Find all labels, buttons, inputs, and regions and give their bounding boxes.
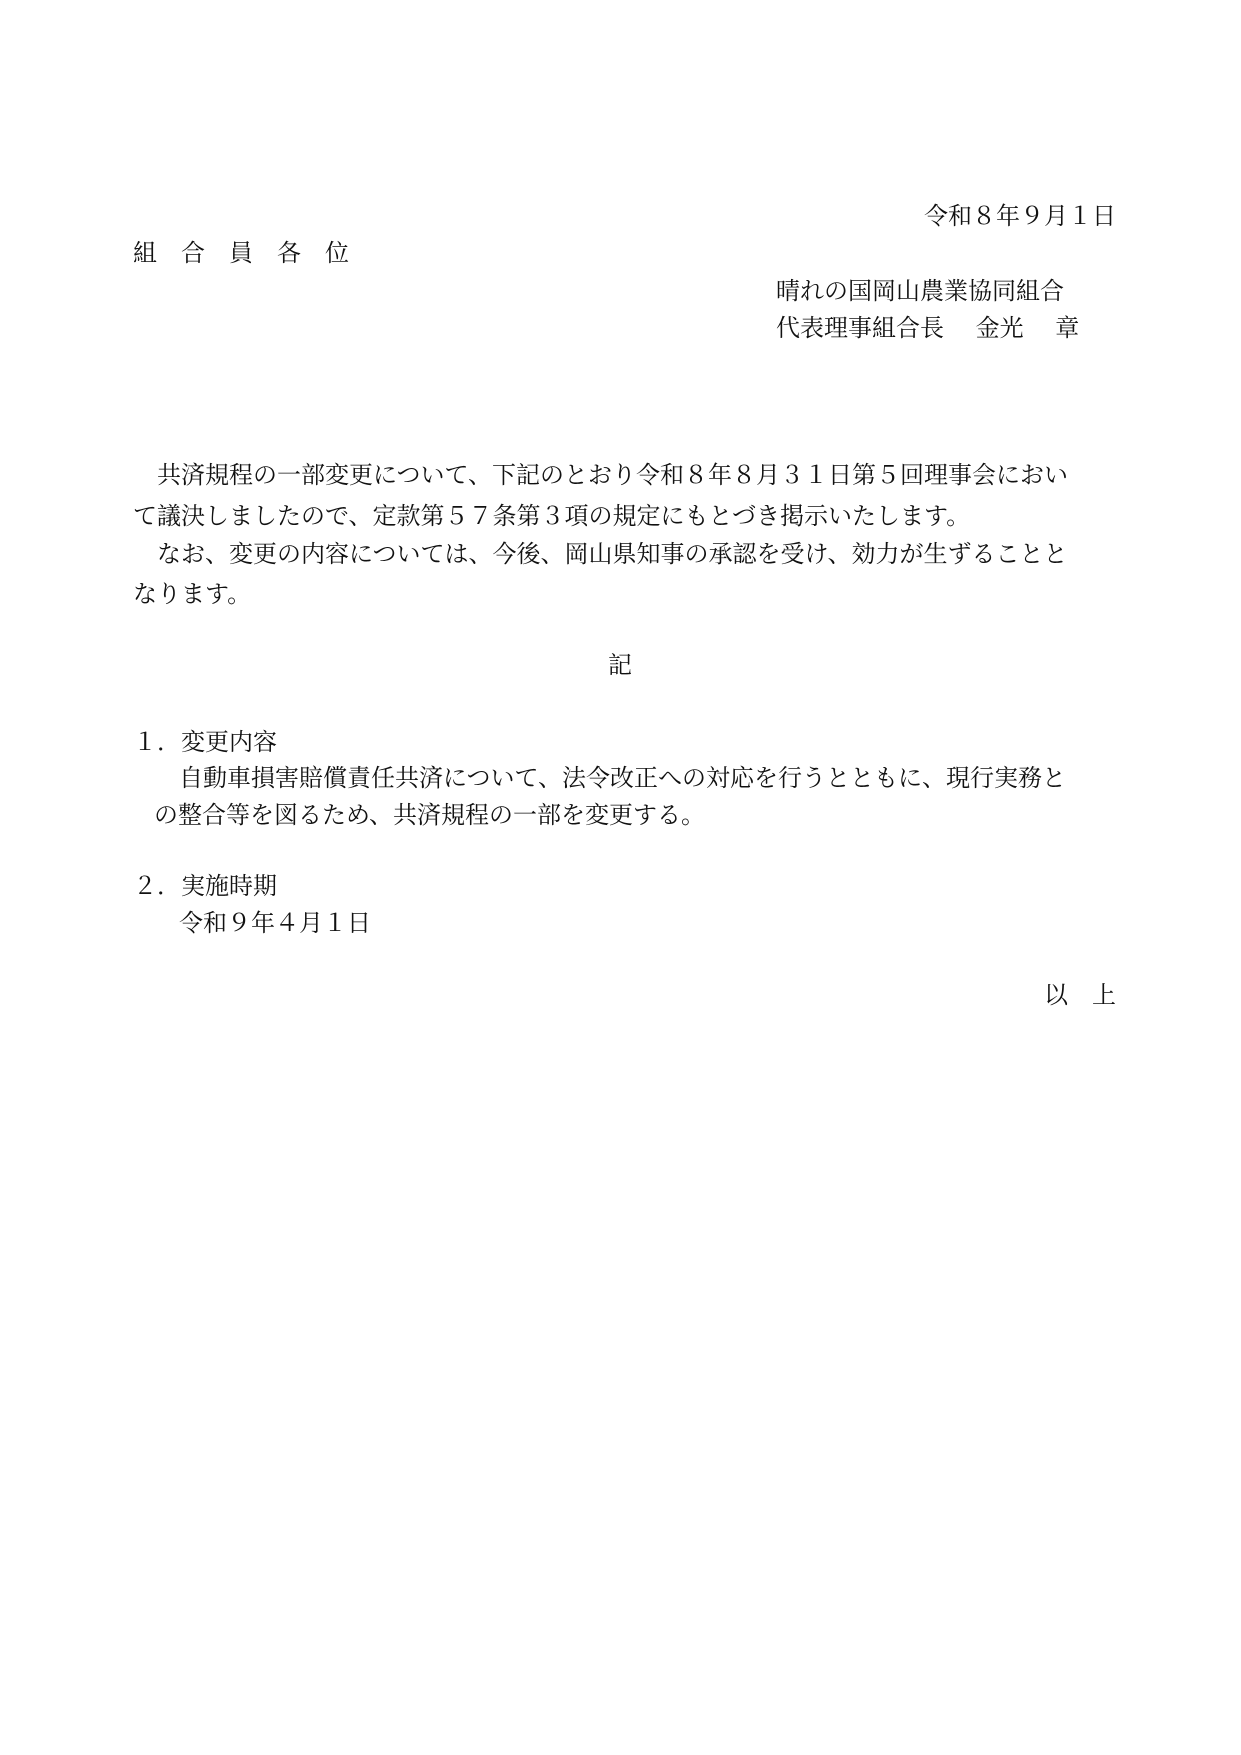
- sender-organization: 晴れの国岡山農業協同組合: [776, 277, 1064, 305]
- sender-name: 代表理事組合長 金光 章: [776, 314, 1080, 342]
- section-heading-effective-date: ２．実施時期: [133, 872, 277, 900]
- section-text: の整合等を図るため、共済規程の一部を変更する。: [154, 801, 706, 829]
- body-line: なります。: [133, 580, 252, 608]
- document-date: 令和８年９月１日: [924, 202, 1116, 230]
- closing-mark: 以 上: [1044, 981, 1116, 1009]
- ki-heading: 記: [608, 651, 632, 679]
- body-line: て議決しましたので、定款第５７条第３項の規定にもとづき掲示いたします。: [133, 502, 971, 530]
- section-heading-change: １．変更内容: [133, 728, 277, 756]
- section-text: 自動車損害賠償責任共済について、法令改正への対応を行うとともに、現行実務と: [179, 764, 1067, 792]
- addressee: 組 合 員 各 位: [133, 239, 349, 267]
- section-text: 令和９年４月１日: [179, 909, 371, 937]
- body-line: なお、変更の内容については、今後、岡山県知事の承認を受け、効力が生ずることと: [133, 540, 1068, 568]
- body-line: 共済規程の一部変更について、下記のとおり令和８年８月３１日第５回理事会におい: [133, 461, 1069, 489]
